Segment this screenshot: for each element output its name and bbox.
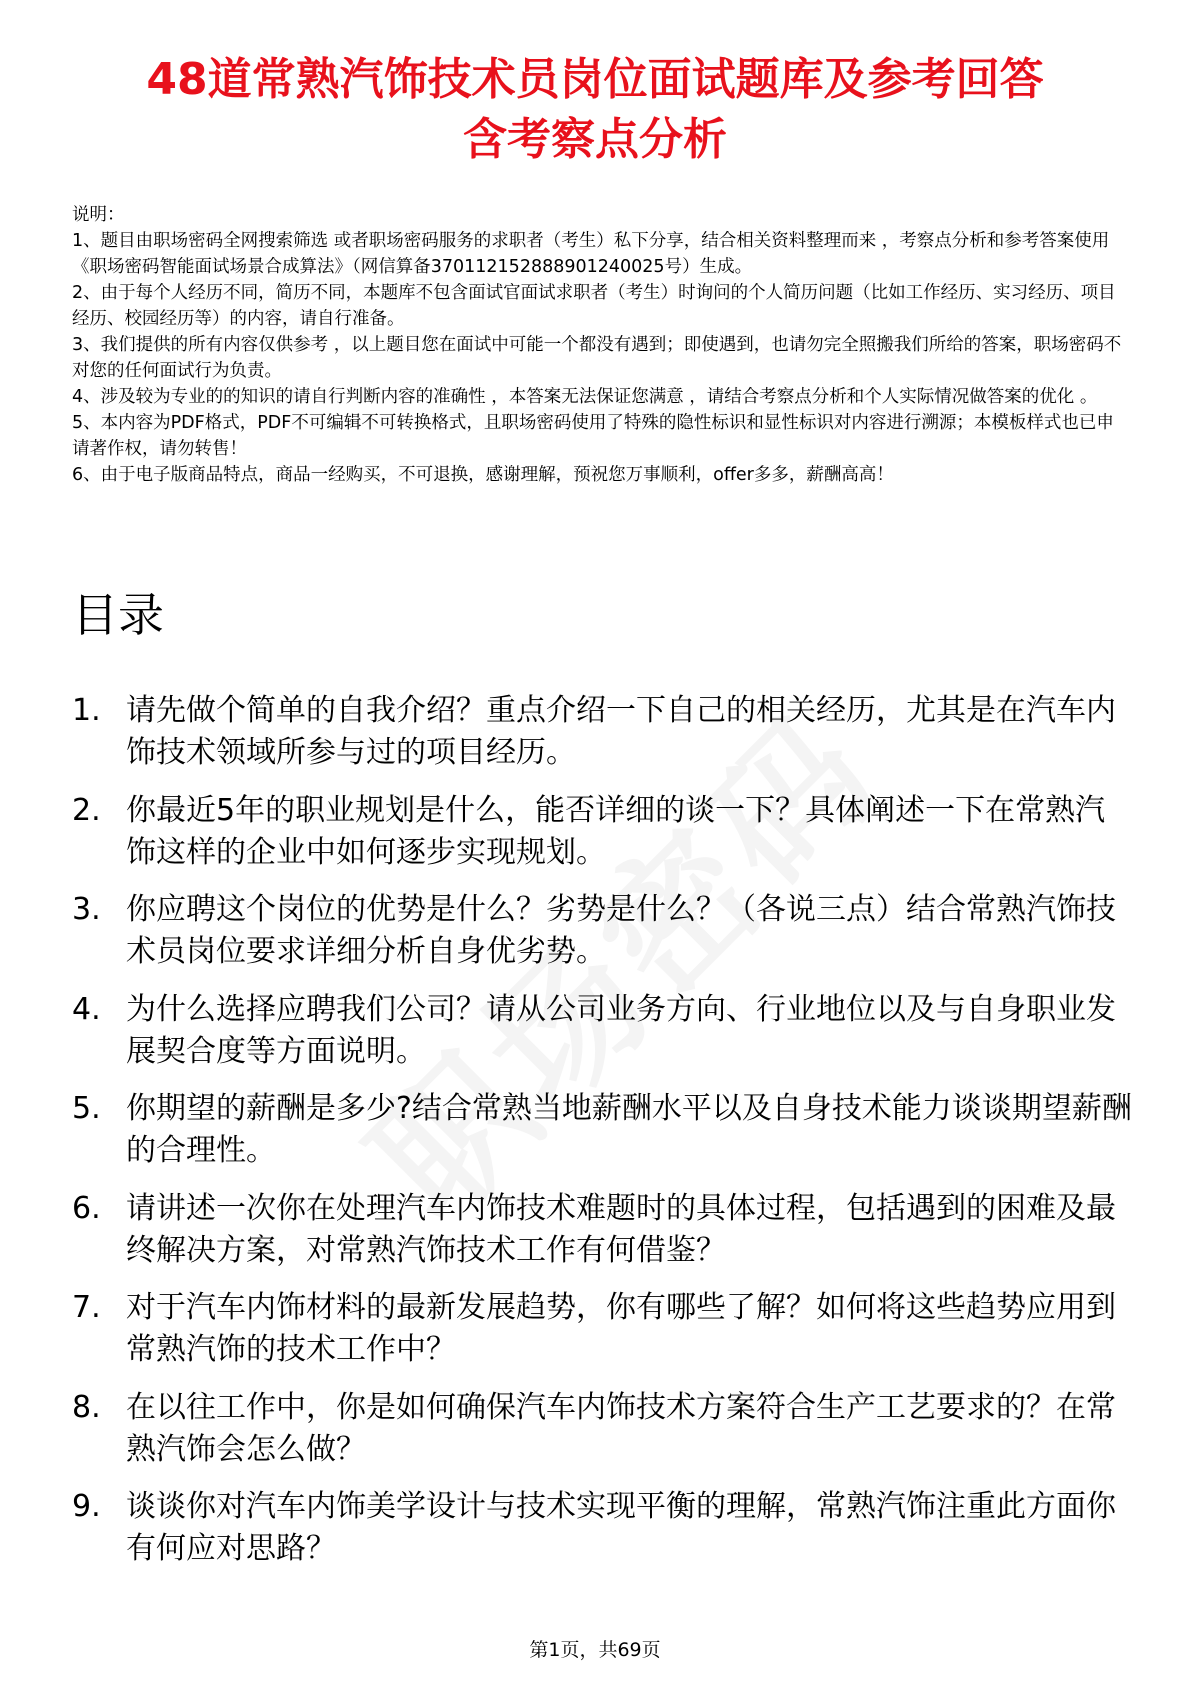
question-item — [72, 989, 1132, 1073]
question-number: 1. — [72, 693, 101, 728]
question-list — [72, 690, 1132, 1586]
question-text: 请先做个简单的自我介绍？重点介绍一下自己的相关经历，尤其是在汽车内饰技术领域所参与过的项目经历。 — [126, 693, 1116, 770]
document-title — [60, 50, 1130, 170]
toc-heading: 目录 — [72, 588, 164, 642]
question-text: 在以往工作中，你是如何确保汽车内饰技术方案符合生产工艺要求的？在常熟汽饰会怎么做？ — [126, 1389, 1116, 1467]
question-item — [72, 690, 1132, 774]
note-item: 3、我们提供的所有内容仅供参考 ，以上题目您在面试中可能一个都没有遇到；即使遇到，也请勿完全照搬我们所给的答案，职场密码不对您的任何面试行为负责。 — [72, 335, 1122, 381]
question-number: 5. — [72, 1091, 101, 1126]
question-item — [72, 1387, 1132, 1471]
notes-section — [72, 202, 1122, 488]
question-text: 谈谈你对汽车内饰美学设计与技术实现平衡的理解，常熟汽饰注重此方面你有何应对思路？ — [126, 1489, 1116, 1566]
question-text: 你期望的薪酬是多少?结合常熟当地薪酬水平以及自身技术能力谈谈期望薪酬的合理性。 — [126, 1091, 1132, 1168]
question-item — [72, 1088, 1132, 1172]
notes-label: 说明： — [72, 205, 125, 225]
note-item: 4、涉及较为专业的的知识的请自行判断内容的准确性 ，本答案无法保证您满意 ，请结合考察点分析和个人实际情况做答案的优化 。 — [72, 387, 1098, 407]
question-item — [72, 1188, 1132, 1272]
question-item — [72, 889, 1132, 973]
question-item — [72, 1287, 1132, 1371]
note-item: 1、题目由职场密码全网搜索筛选 或者职场密码服务的求职者（考生）私下分享，结合相关资料整理而来 ，考察点分析和参考答案使用《职场密码智能面试场景合成算法》（网信算备370112152888901240025号）生成。 — [72, 231, 1110, 277]
title-line-2: 含考察点分析 — [463, 114, 727, 165]
question-number: 4. — [72, 991, 101, 1027]
question-number: 7. — [72, 1290, 101, 1325]
note-item: 6、由于电子版商品特点，商品一经购买，不可退换，感谢理解，预祝您万事顺利，offer多多，薪酬高高！ — [72, 465, 894, 485]
question-number: 9. — [72, 1489, 101, 1524]
question-number: 3. — [72, 892, 101, 927]
note-item: 5、本内容为PDF格式，PDF不可编辑不可转换格式，且职场密码使用了特殊的隐性标识和显性标识对内容进行溯源；本模板样式也已申请著作权，请勿转售！ — [72, 413, 1114, 459]
note-item: 2、由于每个人经历不同，简历不同，本题库不包含面试官面试求职者（考生）时询问的个人简历问题（比如工作经历、实习经历、项目经历、校园经历等）的内容，请自行准备。 — [72, 283, 1116, 329]
question-number: 8. — [72, 1389, 101, 1425]
question-text: 为什么选择应聘我们公司？请从公司业务方向、行业地位以及与自身职业发展契合度等方面说明。 — [126, 991, 1116, 1069]
question-text: 你最近5年的职业规划是什么，能否详细的谈一下？具体阐述一下在常熟汽饰这样的企业中如何逐步实现规划。 — [126, 792, 1106, 870]
question-item — [72, 790, 1132, 874]
question-text: 对于汽车内饰材料的最新发展趋势，你有哪些了解？如何将这些趋势应用到常熟汽饰的技术工作中？ — [126, 1290, 1116, 1367]
question-number: 6. — [72, 1190, 101, 1226]
page-footer: 第1页，共69页 — [529, 1639, 661, 1661]
question-item — [72, 1486, 1132, 1570]
title-line-1: 48道常熟汽饰技术员岗位面试题库及参考回答 — [146, 54, 1044, 105]
question-text: 你应聘这个岗位的优势是什么？劣势是什么？（各说三点）结合常熟汽饰技术员岗位要求详细分析自身优劣势。 — [126, 892, 1116, 969]
question-text: 请讲述一次你在处理汽车内饰技术难题时的具体过程，包括遇到的困难及最终解决方案，对常熟汽饰技术工作有何借鉴？ — [126, 1190, 1116, 1268]
question-number: 2. — [72, 792, 101, 828]
